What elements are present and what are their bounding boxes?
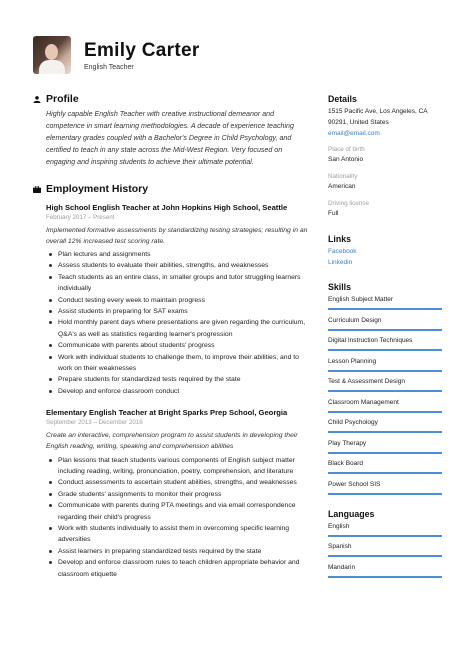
place-of-birth-label: Place of birth bbox=[328, 146, 365, 154]
main-column bbox=[33, 93, 308, 580]
job-description: Implemented formative assessments by standardizing testing strategies; resulting in an overall 12% increased test scoring rate. bbox=[46, 226, 308, 245]
briefcase-icon bbox=[33, 186, 41, 193]
list-item: Conduct assessments to ascertain student abilities, strengths, and weaknesses bbox=[46, 477, 308, 488]
links-heading: Links bbox=[328, 233, 351, 244]
list-item: Communicate with parents during PTA meetings and via email correspondence regarding their child's progress bbox=[46, 500, 308, 523]
list-item: Plan lectures and assignments bbox=[46, 249, 308, 260]
skill-item-level-fill bbox=[328, 431, 442, 433]
list-item: Hold monthly parent days where presentations are given regarding the curriculum, Q&A's as well as statistics regarding learner's progression bbox=[46, 317, 308, 340]
skill-item-label: Child Psychology bbox=[328, 419, 378, 427]
nationality-label: Nationality bbox=[328, 173, 358, 181]
skill-item-label: Power School SIS bbox=[328, 480, 381, 488]
user-icon bbox=[33, 96, 41, 103]
sidebar-column bbox=[328, 93, 442, 583]
skill-item-level-fill bbox=[328, 308, 442, 310]
skill-item bbox=[328, 439, 442, 454]
candidate-name: Emily Carter bbox=[84, 40, 200, 61]
language-item bbox=[328, 563, 442, 578]
skill-item-label: Play Therapy bbox=[328, 439, 367, 447]
skill-item-level-bar bbox=[328, 452, 442, 454]
profile-heading bbox=[33, 93, 308, 106]
skills-heading: Skills bbox=[328, 282, 351, 293]
language-item-level-fill bbox=[328, 576, 442, 578]
skill-item-level-bar bbox=[328, 370, 442, 372]
facebook-link[interactable]: Facebook bbox=[328, 247, 357, 255]
job-bullet-list bbox=[46, 455, 308, 580]
language-item bbox=[328, 522, 442, 537]
list-item: Work with students individually to assist them in overcoming specific learning adversities bbox=[46, 523, 308, 546]
email-link[interactable]: email@email.com bbox=[328, 129, 380, 137]
avatar-body bbox=[39, 60, 65, 74]
details-section bbox=[328, 93, 442, 220]
language-item-level-bar bbox=[328, 535, 442, 537]
skill-item bbox=[328, 295, 442, 310]
skill-item-label: Black Board bbox=[328, 460, 364, 468]
skill-item-level-fill bbox=[328, 370, 442, 372]
skill-item bbox=[328, 459, 442, 474]
avatar bbox=[33, 36, 71, 74]
linkedin-link[interactable]: Linkedin bbox=[328, 258, 353, 266]
language-item-level-fill bbox=[328, 535, 442, 537]
list-item: Teach students as an entire class, in smaller groups and tutor struggling learners individually bbox=[46, 272, 308, 295]
place-of-birth-value: San Antonio bbox=[328, 156, 364, 164]
skill-item-level-bar bbox=[328, 411, 442, 413]
profile-text: Highly capable English Teacher with creative instructional demeanor and competence in smart learning methodologies. A decade of experience teaching elementary grades coupled with a Bachelor's Degree in Child Psychology, and certified to teach in any state across the Mid-West Region. Very focused on engaging and inspiring students to achieve their ultimate potential. bbox=[46, 110, 294, 166]
language-item-label: Spanish bbox=[328, 543, 352, 551]
languages-list bbox=[328, 522, 442, 578]
skill-item-label: Curriculum Design bbox=[328, 316, 382, 324]
employment-heading bbox=[33, 183, 308, 196]
skills-section bbox=[328, 281, 442, 495]
job-title: Elementary English Teacher at Bright Sparks Prep School, Georgia bbox=[46, 408, 288, 418]
skill-item bbox=[328, 480, 442, 495]
job-title: High School English Teacher at John Hopkins High School, Seattle bbox=[46, 202, 288, 212]
skill-item-level-fill bbox=[328, 472, 442, 474]
skill-item bbox=[328, 418, 442, 433]
skill-item-level-fill bbox=[328, 411, 442, 413]
skill-item-level-bar bbox=[328, 349, 442, 351]
skill-item-level-fill bbox=[328, 493, 442, 495]
skill-item bbox=[328, 357, 442, 372]
skill-item bbox=[328, 336, 442, 351]
skill-item-level-bar bbox=[328, 472, 442, 474]
language-item-level-bar bbox=[328, 555, 442, 557]
list-item: Assist learners in preparing standardized tests required by the state bbox=[46, 546, 308, 557]
list-item: Develop and enforce classroom conduct bbox=[46, 386, 308, 397]
list-item: Plan lessons that teach students various components of English subject matter including reading, writing, pronunciation, poetry, comprehension, and literature bbox=[46, 455, 308, 478]
language-item bbox=[328, 542, 442, 557]
skills-list bbox=[328, 295, 442, 495]
skill-item-level-bar bbox=[328, 493, 442, 495]
skill-item bbox=[328, 316, 442, 331]
skill-item bbox=[328, 377, 442, 392]
language-item-label: English bbox=[328, 522, 350, 530]
driving-license-value: Full bbox=[328, 209, 339, 217]
skill-item-level-fill bbox=[328, 390, 442, 392]
list-item: Develop and enforce classroom rules to teach children appropriate behavior and classroom etiquette bbox=[46, 557, 308, 580]
languages-section bbox=[328, 508, 442, 578]
list-item: Assess students to evaluate their abilities, strengths, and weaknesses bbox=[46, 260, 308, 271]
address-line-1: 1515 Pacific Ave, Los Angeles, CA bbox=[328, 108, 428, 115]
list-item: Conduct testing every week to maintain progress bbox=[46, 295, 308, 306]
skill-item-label: Lesson Planning bbox=[328, 357, 377, 365]
skill-item-label: Test & Assessment Design bbox=[328, 378, 405, 386]
skill-item-level-fill bbox=[328, 452, 442, 454]
avatar-face bbox=[45, 44, 58, 60]
details-heading: Details bbox=[328, 94, 357, 104]
skill-item-level-bar bbox=[328, 308, 442, 310]
skill-item-label: Classroom Management bbox=[328, 398, 399, 406]
skill-item-level-bar bbox=[328, 329, 442, 331]
languages-heading: Languages bbox=[328, 508, 375, 519]
language-item-level-bar bbox=[328, 576, 442, 578]
list-item: Work with individual students to challenge them, to improve their abilities, and to work on their weaknesses bbox=[46, 352, 308, 375]
skill-item-level-fill bbox=[328, 349, 442, 351]
skill-item-label: English Subject Matter bbox=[328, 296, 394, 304]
list-item: Assist students in preparing for SAT exams bbox=[46, 306, 308, 317]
skill-item-level-fill bbox=[328, 329, 442, 331]
job-entry bbox=[46, 202, 308, 398]
candidate-title: English Teacher bbox=[84, 64, 134, 71]
language-item-level-fill bbox=[328, 555, 442, 557]
driving-license-label: Driving license bbox=[328, 199, 369, 207]
list-item: Grade students' assignments to monitor their progress bbox=[46, 489, 308, 500]
job-entry bbox=[46, 407, 308, 580]
skill-item-label: Digital Instruction Techniques bbox=[328, 337, 413, 345]
job-dates: February 2017 – Present bbox=[46, 213, 115, 221]
list-item: Communicate with parents about students' progress bbox=[46, 340, 308, 351]
employment-heading-label: Employment History bbox=[46, 182, 149, 195]
job-bullet-list bbox=[46, 249, 308, 397]
job-description: Create an interactive, comprehension program to assist students in developing their English reading, writing, speaking and comprehension abilities bbox=[46, 432, 298, 451]
job-dates: September 2013 – December 2016 bbox=[46, 419, 143, 427]
resume-header bbox=[33, 36, 333, 78]
list-item: Prepare students for standardized tests required by the state bbox=[46, 374, 308, 385]
links-section bbox=[328, 233, 442, 269]
skill-item bbox=[328, 398, 442, 413]
language-item-label: Mandarin bbox=[328, 563, 356, 571]
skill-item-level-bar bbox=[328, 431, 442, 433]
profile-heading-label: Profile bbox=[46, 93, 79, 105]
nationality-value: American bbox=[328, 183, 356, 191]
skill-item-level-bar bbox=[328, 390, 442, 392]
address-line-2: 90291, United States bbox=[328, 118, 389, 126]
